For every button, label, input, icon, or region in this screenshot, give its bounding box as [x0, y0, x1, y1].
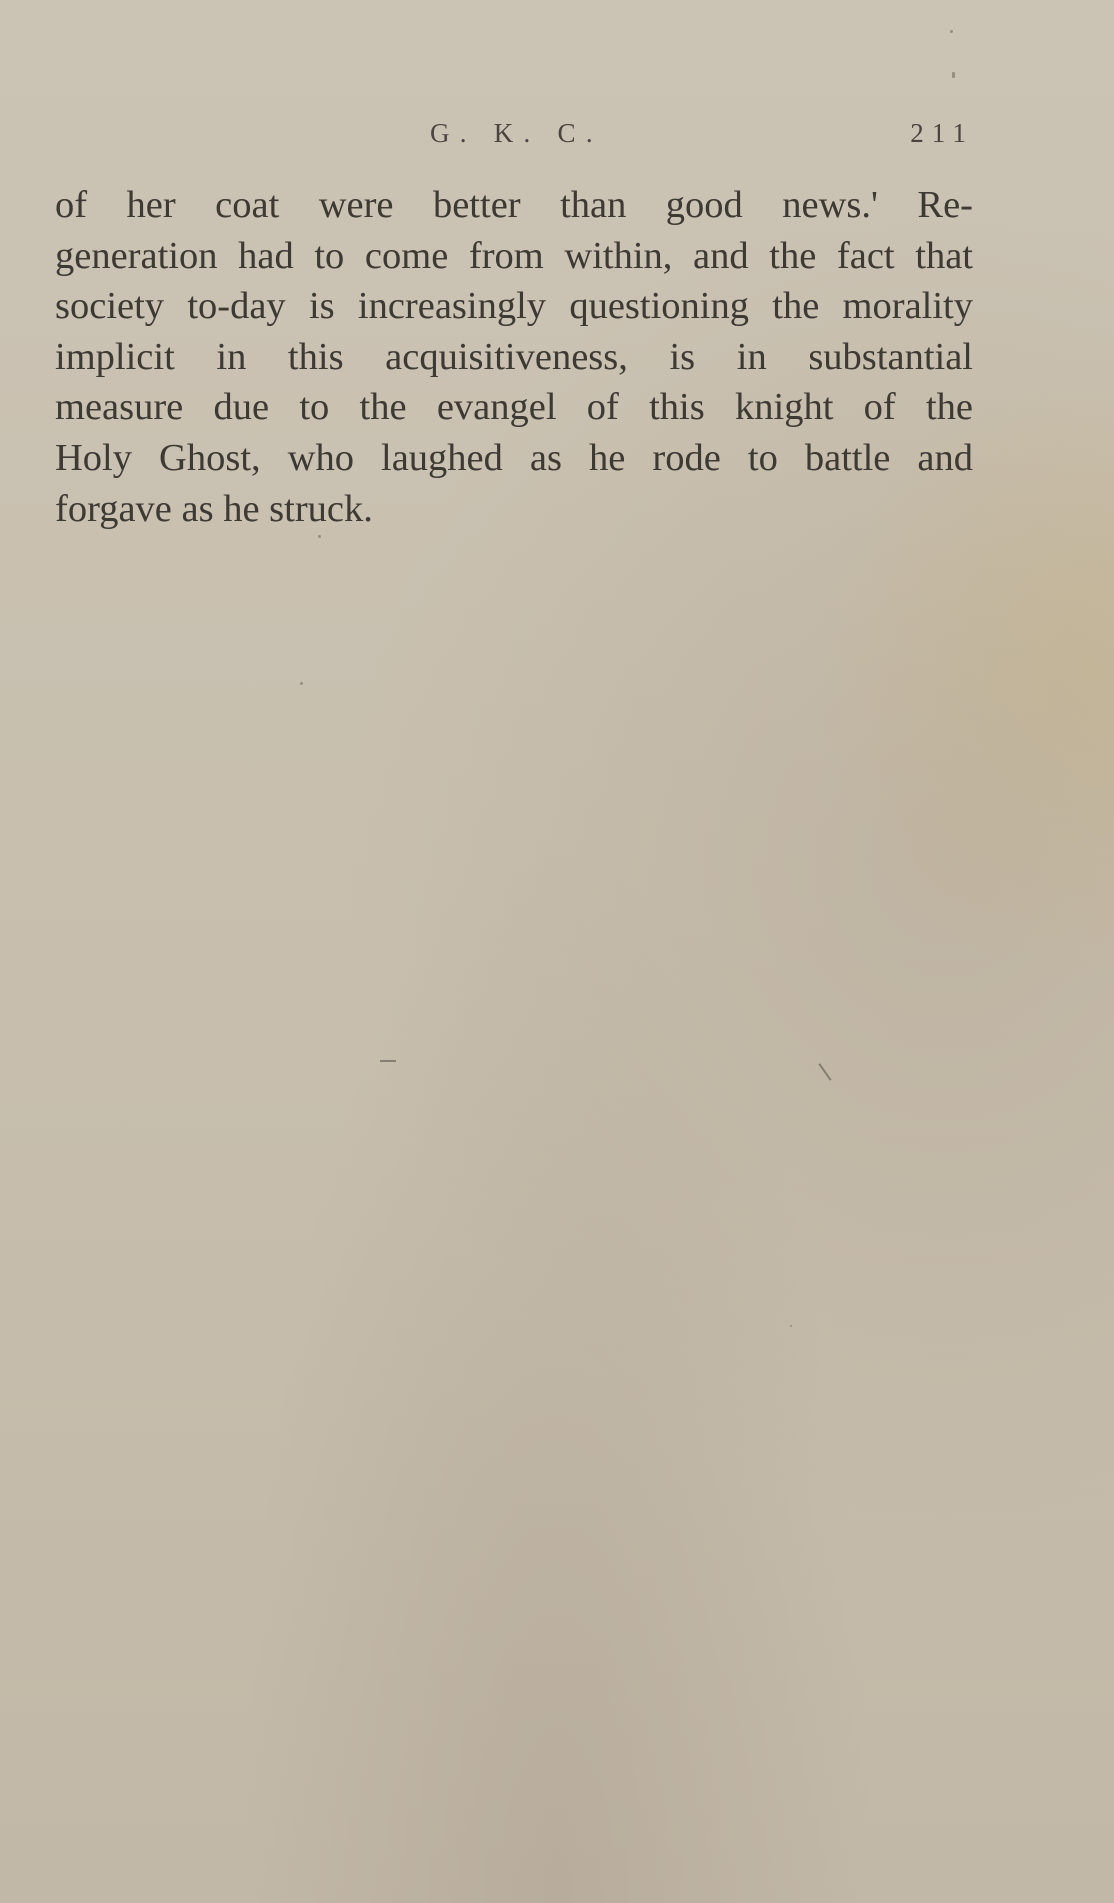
paper-speck	[950, 30, 953, 33]
paper-mark	[380, 1060, 396, 1062]
paper-speck	[318, 535, 321, 538]
text-line: generation had to come from within, and the fact that	[55, 234, 973, 277]
text-line: Holy Ghost, who laughed as he rode to battle and	[55, 436, 973, 479]
running-head-title: G. K. C.	[430, 118, 603, 148]
text-line: measure due to the evangel of this knight of the	[55, 386, 973, 429]
text-line: of her coat were better than good news.' Re-	[55, 184, 973, 226]
page-number: 211	[910, 118, 974, 148]
paper-mark	[818, 1063, 831, 1081]
text-line: forgave as he struck.	[55, 487, 373, 530]
text-line: society to-day is increasingly questioning the morality	[55, 285, 973, 328]
running-head	[0, 118, 1114, 158]
paper-speck	[300, 682, 303, 685]
paper-speck	[952, 72, 955, 78]
text-line: implicit in this acquisitiveness, is in substantial	[55, 335, 973, 378]
paper-speck	[790, 1325, 792, 1327]
body-paragraph	[55, 180, 973, 534]
